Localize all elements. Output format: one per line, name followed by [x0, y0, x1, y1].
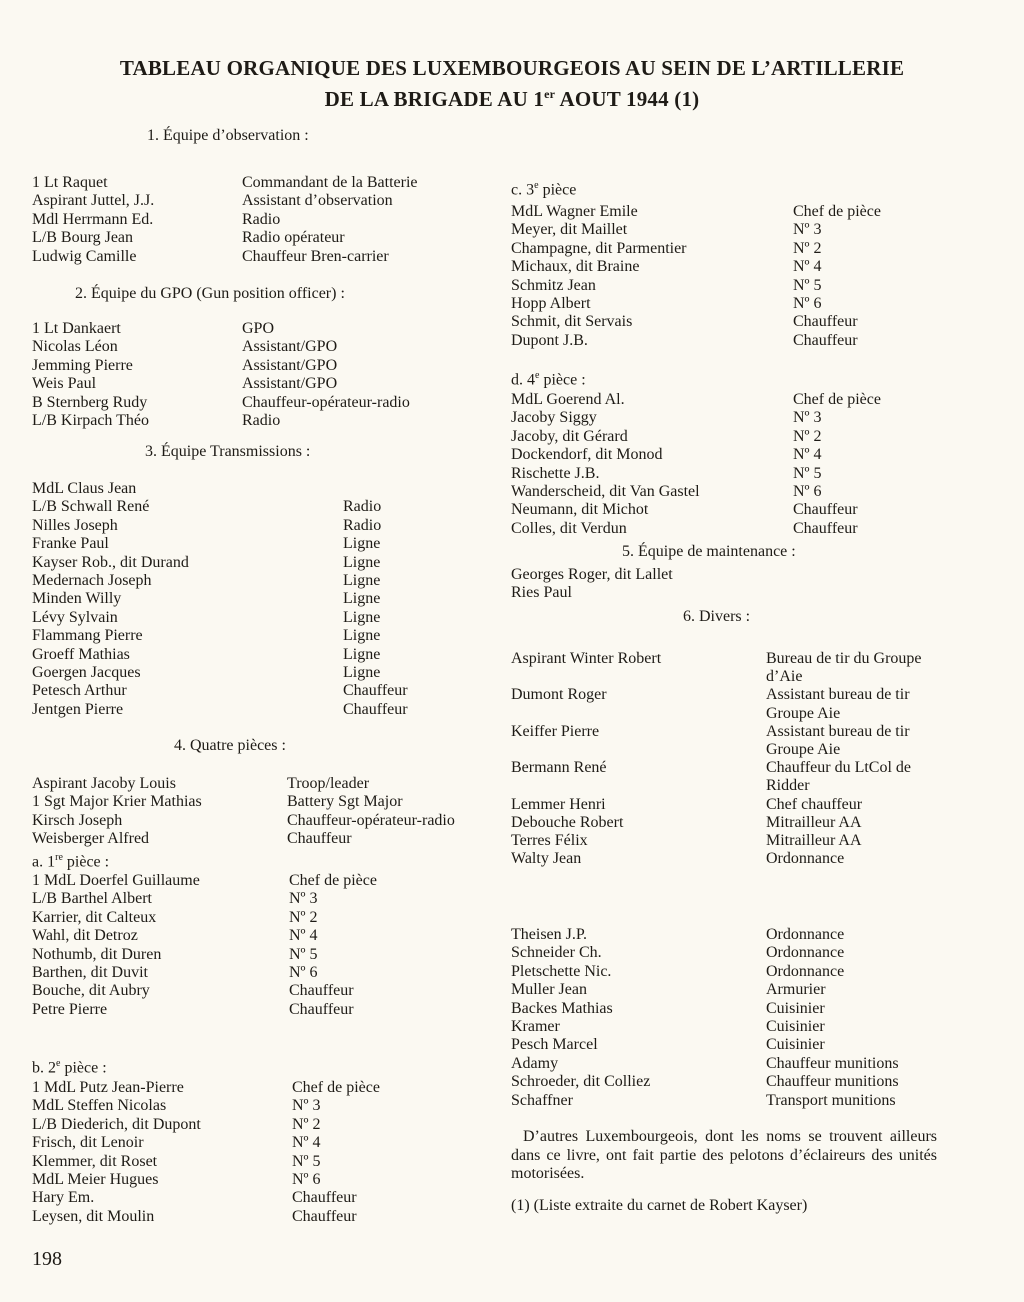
member-role: Chauffeur du LtCol de Ridder [766, 759, 912, 795]
list-item [511, 446, 981, 464]
member-role: Chauffeur [292, 1207, 357, 1225]
list-item [511, 277, 981, 295]
member-role: Chauffeur [793, 331, 858, 349]
member-name: Nothumb, dit Duren [32, 945, 162, 963]
list-item [511, 832, 991, 850]
member-name: Theisen J.P. [511, 926, 587, 943]
member-name: Pesch Marcel [511, 1036, 598, 1054]
section-5-heading: 5. Équipe de maintenance : [622, 543, 796, 560]
member-role: GPO [242, 320, 275, 337]
member-name: Aspirant Juttel, J.J. [32, 192, 155, 210]
member-name: L/B Diederich, dit Dupont [32, 1115, 201, 1133]
list-item [511, 332, 981, 350]
list-item [511, 814, 991, 832]
list-item [32, 1001, 472, 1019]
list-item [511, 1000, 991, 1018]
member-name: Wahl, dit Detroz [32, 927, 138, 945]
list-item [511, 981, 991, 999]
list-item [32, 909, 472, 927]
member-name: Karrier, dit Calteux [32, 908, 157, 926]
list-item [511, 1073, 991, 1091]
member-role: Ordonnance [766, 850, 845, 868]
member-name: B Sternberg Rudy [32, 393, 148, 411]
list-item [32, 646, 472, 664]
list-item [511, 240, 981, 258]
member-role: Chauffeur [289, 982, 354, 1000]
member-name: Kramer [511, 1017, 560, 1035]
list-item [32, 1171, 472, 1189]
list-item [511, 796, 991, 814]
subsection-c-list [511, 203, 981, 350]
section-1-list [32, 174, 472, 266]
member-name: L/B Barthel Albert [32, 890, 152, 908]
member-name: Schmit, dit Servais [511, 313, 633, 331]
member-name: Kirsch Joseph [32, 811, 123, 829]
list-item [32, 927, 472, 945]
list-item [32, 872, 472, 890]
list-item [511, 1018, 991, 1036]
member-name: Keiffer Pierre [511, 722, 600, 740]
list-item [511, 313, 981, 331]
list-item [32, 498, 472, 516]
member-role: Assistant/GPO [242, 356, 338, 374]
member-name: Hary Em. [32, 1189, 95, 1207]
member-role: Chauffeur [343, 682, 408, 700]
member-role: Assistant bureau de tir Groupe Aie [766, 686, 910, 722]
member-role: Ordonnance [766, 926, 845, 943]
member-name: L/B Kirpach Théo [32, 411, 150, 429]
member-name: Bermann René [511, 759, 607, 777]
section-3-list [32, 480, 472, 719]
member-role: Radio [343, 498, 382, 516]
subsection-a-heading: a. 1re pièce : [32, 852, 110, 871]
member-role: Assistant d’observation [242, 192, 393, 210]
member-role: Cuisinier [766, 1017, 825, 1035]
list-item [32, 1208, 472, 1226]
section-3-heading: 3. Équipe Transmissions : [145, 443, 311, 460]
member-role: Chauffeur [289, 1000, 354, 1018]
closing-paragraph: D’autres Luxembourgeois, dont les noms se trouvent ailleurs dans ce livre, ont fait partie des pelotons d’éclaireurs des unités motorisées. [511, 1128, 937, 1182]
member-role: Commandant de la Batterie [242, 174, 418, 191]
list-item [511, 501, 981, 519]
member-role: Ordonnance [766, 944, 845, 962]
member-name: Adamy [511, 1054, 559, 1072]
list-item [32, 1079, 472, 1097]
list-item [32, 830, 492, 848]
member-name: Frisch, dit Lenoir [32, 1134, 144, 1152]
member-name: Leysen, dit Moulin [32, 1207, 155, 1225]
member-name: 1 MdL Putz Jean-Pierre [32, 1079, 184, 1096]
list-item [32, 229, 472, 247]
member-role: Chauffeur-opérateur-radio [287, 811, 455, 829]
member-name: Champagne, dit Parmentier [511, 239, 687, 257]
list-item [32, 338, 472, 356]
member-name: Walty Jean [511, 850, 582, 868]
member-role: Nº 3 [289, 890, 318, 908]
member-role: Radio [343, 516, 382, 534]
page-title-line-1: TABLEAU ORGANIQUE DES LUXEMBOURGEOIS AU SEIN DE L’ARTILLERIE [119, 56, 905, 80]
page-number: 198 [32, 1248, 62, 1270]
member-name: Dockendorf, dit Monod [511, 446, 663, 464]
list-item [32, 609, 472, 627]
member-name: Mdl Herrmann Ed. [32, 210, 154, 228]
member-name: Nilles Joseph [32, 516, 118, 534]
member-name: Klemmer, dit Roset [32, 1152, 158, 1170]
list-item [32, 964, 472, 982]
list-item [511, 584, 981, 602]
member-role: Chauffeur [343, 700, 408, 718]
subsection-a-list [32, 872, 472, 1019]
list-item [32, 1134, 472, 1152]
member-role: Mitrailleur AA [766, 832, 862, 850]
list-item [511, 483, 981, 501]
member-name: Lévy Sylvain [32, 608, 118, 626]
member-role: Nº 3 [292, 1097, 321, 1115]
member-name: MdL Steffen Nicolas [32, 1097, 167, 1115]
member-name: Kayser Rob., dit Durand [32, 553, 189, 571]
list-item [511, 258, 981, 276]
member-name: Aspirant Winter Robert [511, 650, 662, 667]
section-6-heading: 6. Divers : [683, 608, 751, 625]
member-name: Minden Willy [32, 590, 122, 608]
list-item [511, 723, 991, 759]
section-6-list-b [511, 926, 991, 1110]
member-role: Chef de pièce [292, 1079, 380, 1096]
member-name: Jacoby, dit Gérard [511, 427, 628, 445]
list-item [32, 946, 472, 964]
member-name: Medernach Joseph [32, 571, 152, 589]
member-name: 1 Lt Raquet [32, 174, 108, 191]
list-item [511, 926, 991, 944]
member-name: Schaffner [511, 1091, 573, 1109]
member-role: Nº 5 [292, 1152, 321, 1170]
member-name: Neumann, dit Michot [511, 501, 649, 519]
list-item [511, 759, 991, 795]
list-item [511, 465, 981, 483]
member-role: Cuisinier [766, 1036, 825, 1054]
member-role: Nº 2 [289, 908, 318, 926]
member-name: Jacoby Siggy [511, 409, 597, 427]
member-role: Assistant/GPO [242, 338, 338, 356]
member-name: 1 MdL Doerfel Guillaume [32, 872, 200, 889]
member-role: Mitrailleur AA [766, 813, 862, 831]
member-name: Pletschette Nic. [511, 962, 612, 980]
list-item [32, 1153, 472, 1171]
list-item [511, 944, 991, 962]
member-role: Nº 4 [292, 1134, 321, 1152]
member-role: Ligne [343, 608, 381, 626]
member-role: Nº 4 [793, 258, 822, 276]
list-item [511, 295, 981, 313]
member-role: Nº 5 [289, 945, 318, 963]
member-name: Goergen Jacques [32, 663, 141, 681]
list-item [511, 566, 981, 584]
member-role: Nº 3 [793, 409, 822, 427]
list-item [511, 650, 991, 686]
list-item [511, 203, 981, 221]
list-item [32, 211, 472, 229]
member-role: Armurier [766, 981, 826, 999]
list-item [32, 320, 472, 338]
member-role: Nº 6 [292, 1170, 321, 1188]
list-item [511, 1036, 991, 1054]
section-5-list [511, 566, 981, 603]
member-role: Ligne [343, 553, 381, 571]
member-name: 1 Sgt Major Krier Mathias [32, 793, 202, 811]
member-role: Troop/leader [287, 775, 370, 792]
member-name: Aspirant Jacoby Louis [32, 775, 176, 792]
list-item [32, 572, 472, 590]
member-name: Dumont Roger [511, 686, 607, 704]
section-4-list [32, 775, 492, 849]
member-role: Ligne [343, 535, 381, 553]
list-item [32, 412, 472, 430]
list-item [32, 1097, 472, 1115]
member-role: Nº 2 [793, 239, 822, 257]
member-role: Chauffeur [292, 1189, 357, 1207]
list-item [32, 812, 492, 830]
list-item [32, 517, 472, 535]
member-role: Chauffeur-opérateur-radio [242, 393, 410, 411]
member-name: Georges Roger, dit Lallet [511, 566, 673, 583]
list-item [32, 554, 472, 572]
list-item [32, 775, 492, 793]
member-name: Rischette J.B. [511, 464, 600, 482]
member-name: Michaux, dit Braine [511, 258, 640, 276]
list-item [511, 963, 991, 981]
member-name: Debouche Robert [511, 813, 624, 831]
list-item [511, 428, 981, 446]
section-2-list [32, 320, 472, 430]
page-title-line-2: DE LA BRIGADE AU 1er AOUT 1944 (1) [324, 87, 700, 111]
member-name: Schroeder, dit Colliez [511, 1073, 651, 1091]
member-role: Chef de pièce [289, 872, 377, 889]
list-item [511, 1055, 991, 1073]
subsection-d-heading: d. 4e pièce : [511, 370, 586, 389]
subsection-c-heading: c. 3e pièce [511, 180, 577, 199]
member-role: Nº 5 [793, 464, 822, 482]
member-name: Jemming Pierre [32, 356, 133, 374]
footnote: (1) (Liste extraite du carnet de Robert Kayser) [511, 1197, 808, 1214]
member-name: Dupont J.B. [511, 331, 588, 349]
member-role: Nº 2 [793, 427, 822, 445]
member-role: Chauffeur munitions [766, 1073, 899, 1091]
list-item [32, 394, 472, 412]
member-name: Weisberger Alfred [32, 830, 150, 848]
list-item [32, 192, 472, 210]
member-name: Wanderscheid, dit Van Gastel [511, 482, 700, 500]
member-role: Ligne [343, 645, 381, 663]
subsection-d-list [511, 391, 981, 538]
list-item [32, 480, 472, 498]
member-name: Terres Félix [511, 832, 588, 850]
list-item [32, 664, 472, 682]
member-name: Nicolas Léon [32, 338, 118, 356]
list-item [511, 409, 981, 427]
member-role: Battery Sgt Major [287, 793, 403, 811]
list-item [32, 174, 472, 192]
member-role: Ligne [343, 571, 381, 589]
member-name: Schneider Ch. [511, 944, 602, 962]
list-item [511, 391, 981, 409]
member-role: Ligne [343, 627, 381, 645]
member-role: Assistant bureau de tir Groupe Aie [766, 722, 910, 759]
member-role: Chauffeur munitions [766, 1054, 899, 1072]
member-name: Meyer, dit Maillet [511, 221, 628, 239]
member-name: MdL Wagner Emile [511, 203, 638, 220]
list-item [511, 221, 981, 239]
list-item [32, 682, 472, 700]
member-name: Franke Paul [32, 535, 109, 553]
member-name: Schmitz Jean [511, 276, 596, 294]
member-name: Colles, dit Verdun [511, 519, 627, 537]
member-name: MdL Goerend Al. [511, 391, 625, 408]
member-name: Groeff Mathias [32, 645, 130, 663]
member-name: 1 Lt Dankaert [32, 320, 121, 337]
member-name: MdL Meier Hugues [32, 1170, 159, 1188]
member-name: Bouche, dit Aubry [32, 982, 150, 1000]
member-name: L/B Schwall René [32, 498, 150, 516]
member-name: MdL Claus Jean [32, 480, 137, 497]
list-item [511, 1092, 991, 1110]
list-item [32, 1189, 472, 1207]
member-name: Backes Mathias [511, 999, 613, 1017]
list-item [32, 375, 472, 393]
list-item [511, 850, 991, 868]
member-name: Jentgen Pierre [32, 700, 124, 718]
section-6-list-a [511, 650, 991, 868]
member-role: Cuisinier [766, 999, 825, 1017]
member-role: Bureau de tir du Groupe d’Aie [766, 650, 922, 686]
member-name: Weis Paul [32, 375, 97, 393]
member-role: Radio opérateur [242, 229, 345, 247]
member-role: Nº 6 [289, 963, 318, 981]
member-name: Hopp Albert [511, 294, 591, 312]
member-role: Nº 6 [793, 294, 822, 312]
member-role: Nº 4 [289, 927, 318, 945]
list-item [32, 793, 492, 811]
member-role: Radio [242, 411, 281, 429]
list-item [32, 357, 472, 375]
list-item [32, 701, 472, 719]
member-name: Petre Pierre [32, 1000, 108, 1018]
list-item [32, 590, 472, 608]
list-item [32, 627, 472, 645]
member-role: Nº 6 [793, 482, 822, 500]
member-name: Petesch Arthur [32, 682, 127, 700]
member-role: Ligne [343, 663, 381, 681]
member-name: Barthen, dit Duvit [32, 963, 148, 981]
member-role: Nº 4 [793, 446, 822, 464]
member-name: L/B Bourg Jean [32, 229, 134, 247]
section-2-heading: 2. Équipe du GPO (Gun position officer) : [75, 285, 345, 302]
member-role: Chef de pièce [793, 203, 881, 220]
member-role: Transport munitions [766, 1091, 896, 1109]
member-role: Chef chauffeur [766, 795, 863, 813]
list-item [511, 520, 981, 538]
list-item [32, 890, 472, 908]
member-role: Chauffeur [793, 519, 858, 537]
list-item [32, 535, 472, 553]
list-item [32, 1116, 472, 1134]
member-role: Ordonnance [766, 962, 845, 980]
member-name: Flammang Pierre [32, 627, 143, 645]
section-1-heading: 1. Équipe d’observation : [147, 127, 309, 144]
member-role: Chauffeur [793, 501, 858, 519]
member-role: Nº 3 [793, 221, 822, 239]
member-role: Ligne [343, 590, 381, 608]
member-role: Nº 2 [292, 1115, 321, 1133]
member-role: Chauffeur Bren-carrier [242, 247, 389, 265]
subsection-b-list [32, 1079, 472, 1226]
member-role: Radio [242, 210, 281, 228]
member-role: Chauffeur [287, 830, 352, 848]
member-name: Muller Jean [511, 981, 587, 999]
member-role: Assistant/GPO [242, 375, 338, 393]
member-name: Ludwig Camille [32, 247, 137, 265]
list-item [32, 248, 472, 266]
member-name: Lemmer Henri [511, 795, 606, 813]
member-role: Nº 5 [793, 276, 822, 294]
list-item [511, 686, 991, 722]
subsection-b-heading: b. 2e pièce : [32, 1058, 107, 1077]
member-role: Chef de pièce [793, 391, 881, 408]
list-item [32, 982, 472, 1000]
member-role: Chauffeur [793, 313, 858, 331]
member-name: Ries Paul [511, 584, 572, 602]
section-4-heading: 4. Quatre pièces : [174, 737, 286, 754]
